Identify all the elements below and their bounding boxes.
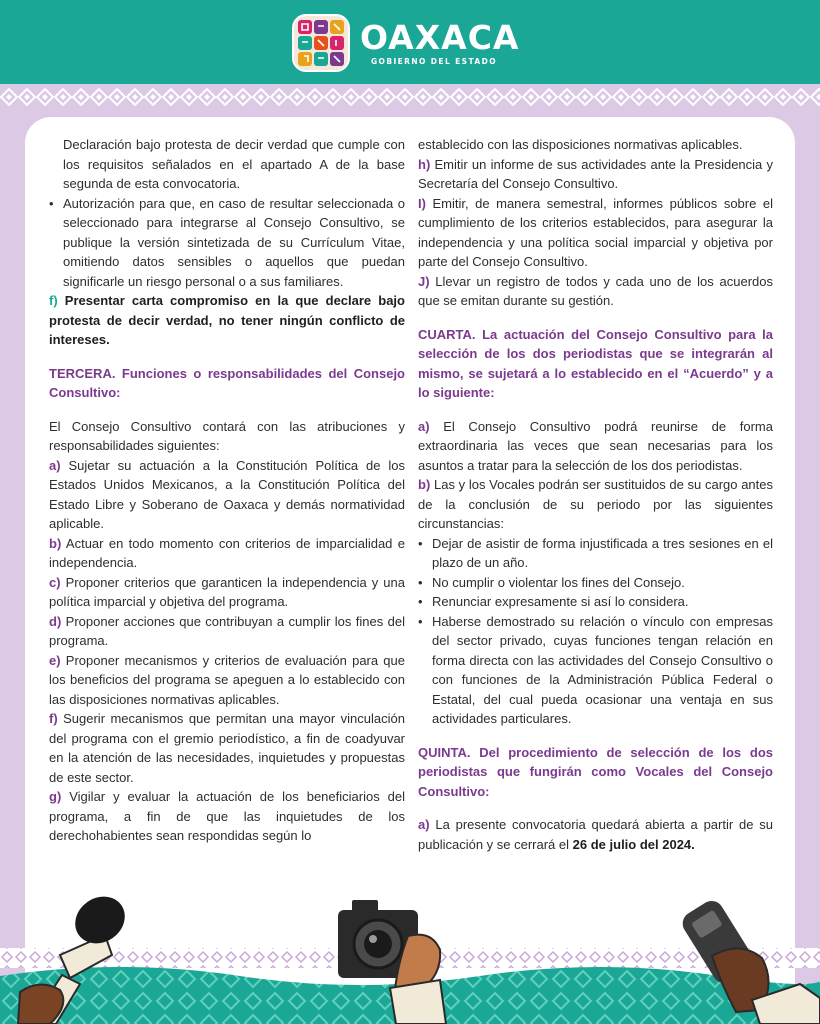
item-letter: b) — [418, 477, 431, 492]
list-item — [418, 155, 773, 194]
item-g-continuation: establecido con las disposiciones normativas aplicables. — [418, 137, 743, 152]
bullet-item: • Haberse demostrado su relación o vínculo con empresas del sector privado, cuyas funciones tengan relación en forma directa con las actividades del Consejo Consultivo o con funciones de la Administración Pública Federal o Estatal, del cual pueda ocasionar una ventaja en sus actividades particulares. — [418, 612, 773, 729]
right-column — [418, 135, 773, 854]
item-letter: f) — [49, 711, 58, 726]
item-letter: e) — [49, 652, 61, 668]
list-item — [418, 417, 773, 476]
list-item — [49, 651, 405, 710]
item-letter: f) — [49, 293, 58, 308]
item-letter: b) — [49, 535, 62, 551]
left-column — [49, 135, 405, 846]
oaxaca-emblem-icon — [292, 14, 350, 72]
list-item — [49, 456, 405, 534]
item-letter: h) — [418, 156, 431, 172]
item-text: La presente convocatoria quedará abierta a partir de su publicación y se cerrará el — [418, 817, 773, 852]
list-item — [49, 573, 405, 612]
item-text: Sujetar su actuación a la Constitución Política de los Estados Unidos Mexicanos, a la Constitución Política del Estado Libre y Soberano de Oaxaca y demás normatividad aplicable. — [49, 457, 405, 531]
item-letter: I) — [418, 195, 426, 211]
item-letter: J) — [418, 273, 430, 289]
list-item — [49, 612, 405, 651]
item-text: Presentar carta compromiso en la que declare bajo protesta de decir verdad, no tener ningún conflicto de intereses. — [49, 293, 405, 347]
list-item — [49, 534, 405, 573]
item-text: Actuar en todo momento con criterios de imparcialidad e independencia. — [49, 535, 405, 570]
header-bar — [0, 0, 820, 84]
item-text: Emitir, de manera semestral, informes públicos sobre el cumplimiento de los criterios establecidos, para asegurar la independencia y una política social imparcial y objetiva por parte del Consejo Consultivo. — [418, 195, 773, 269]
list-item — [418, 815, 773, 854]
bullet-item: • No cumplir o violentar los fines del Consejo. — [418, 573, 773, 593]
footer-illustration — [0, 880, 820, 1024]
item-f-compromiso — [49, 291, 405, 350]
item-text: Proponer criterios que garanticen la independencia y una política imparcial y objetiva del programa. — [49, 574, 405, 609]
item-letter: a) — [418, 418, 430, 434]
item-letter: g) — [49, 789, 62, 804]
bullet-item: • Dejar de asistir de forma injustificada a tres sesiones en el plazo de un año. — [418, 534, 773, 573]
item-text: Emitir un informe de sus actividades ante la Presidencia y Secretaría del Consejo Consultivo. — [418, 156, 773, 191]
item-text: Vigilar y evaluar la actuación de los beneficiarios del programa, a fin de que las inquietudes de los derechohabientes sean respondidas según lo — [49, 789, 405, 843]
section-heading-cuarta: CUARTA. La actuación del Consejo Consultivo para la selección de los dos periodistas que se integrarán al mismo, se sujetará a lo establecido en el “Acuerdo” y a lo siguiente: — [418, 326, 773, 400]
item-text: Llevar un registro de todos y cada uno de los acuerdos que se emitan durante su gestión. — [418, 273, 773, 308]
brand-subtitle: GOBIERNO DEL ESTADO — [371, 57, 498, 66]
section-heading-tercera: TERCERA. Funciones o responsabilidades del Consejo Consultivo: — [49, 365, 405, 400]
bullet-autorizacion: • Autorización para que, en caso de resultar seleccionada o seleccionado para integrarse al Consejo Consultivo, se publique la versión sintetizada de su Currículum Vitae, omitiendo datos sensibles o aquellos que puedan significarle un riesgo personal o a sus familiares. — [49, 194, 405, 292]
section-heading-quinta: QUINTA. Del procedimiento de selección de los dos periodistas que fungirán como Vocales del Consejo Consultivo: — [418, 744, 773, 799]
item-letter: c) — [49, 574, 61, 590]
item-text: Las y los Vocales podrán ser sustituidos de su cargo antes de la conclusión de su periodo por las siguientes circunstancias: — [418, 477, 773, 531]
list-item — [418, 194, 773, 272]
list-item — [49, 709, 405, 787]
tercera-intro: El Consejo Consultivo contará con las atribuciones y responsabilidades siguientes: — [49, 418, 405, 453]
item-text: El Consejo Consultivo podrá reunirse de forma extraordinaria las veces que sean necesarias para los asuntos a tratar para la selección de los dos periodistas. — [418, 418, 773, 473]
pattern-band — [0, 84, 820, 110]
item-letter: a) — [49, 457, 61, 473]
brand-title: OAXACA — [360, 18, 520, 57]
item-letter: d) — [49, 613, 62, 629]
list-item — [49, 787, 405, 846]
list-item — [418, 475, 773, 534]
item-text: Proponer mecanismos y criterios de evaluación para que los beneficios del programa se apeguen a lo establecido con las disposiciones normativas aplicables. — [49, 652, 405, 707]
list-item — [418, 272, 773, 311]
item-text: Proponer acciones que contribuyan a cumplir los fines del programa. — [49, 613, 405, 648]
item-text: Sugerir mecanismos que permitan una mayor vinculación del programa con el gremio periodístico, a fin de coadyuvar en la atención de las necesidades, inquietudes y propuestas de este sector. — [49, 711, 405, 785]
intro-paragraph: Declaración bajo protesta de decir verdad que cumple con los requisitos señalados en el apartado A de la base segunda de esta convocatoria. — [63, 137, 405, 191]
bullet-item: • Renunciar expresamente si así lo considera. — [418, 592, 773, 612]
item-letter: a) — [418, 817, 430, 832]
closing-date: 26 de julio del 2024. — [572, 836, 695, 852]
